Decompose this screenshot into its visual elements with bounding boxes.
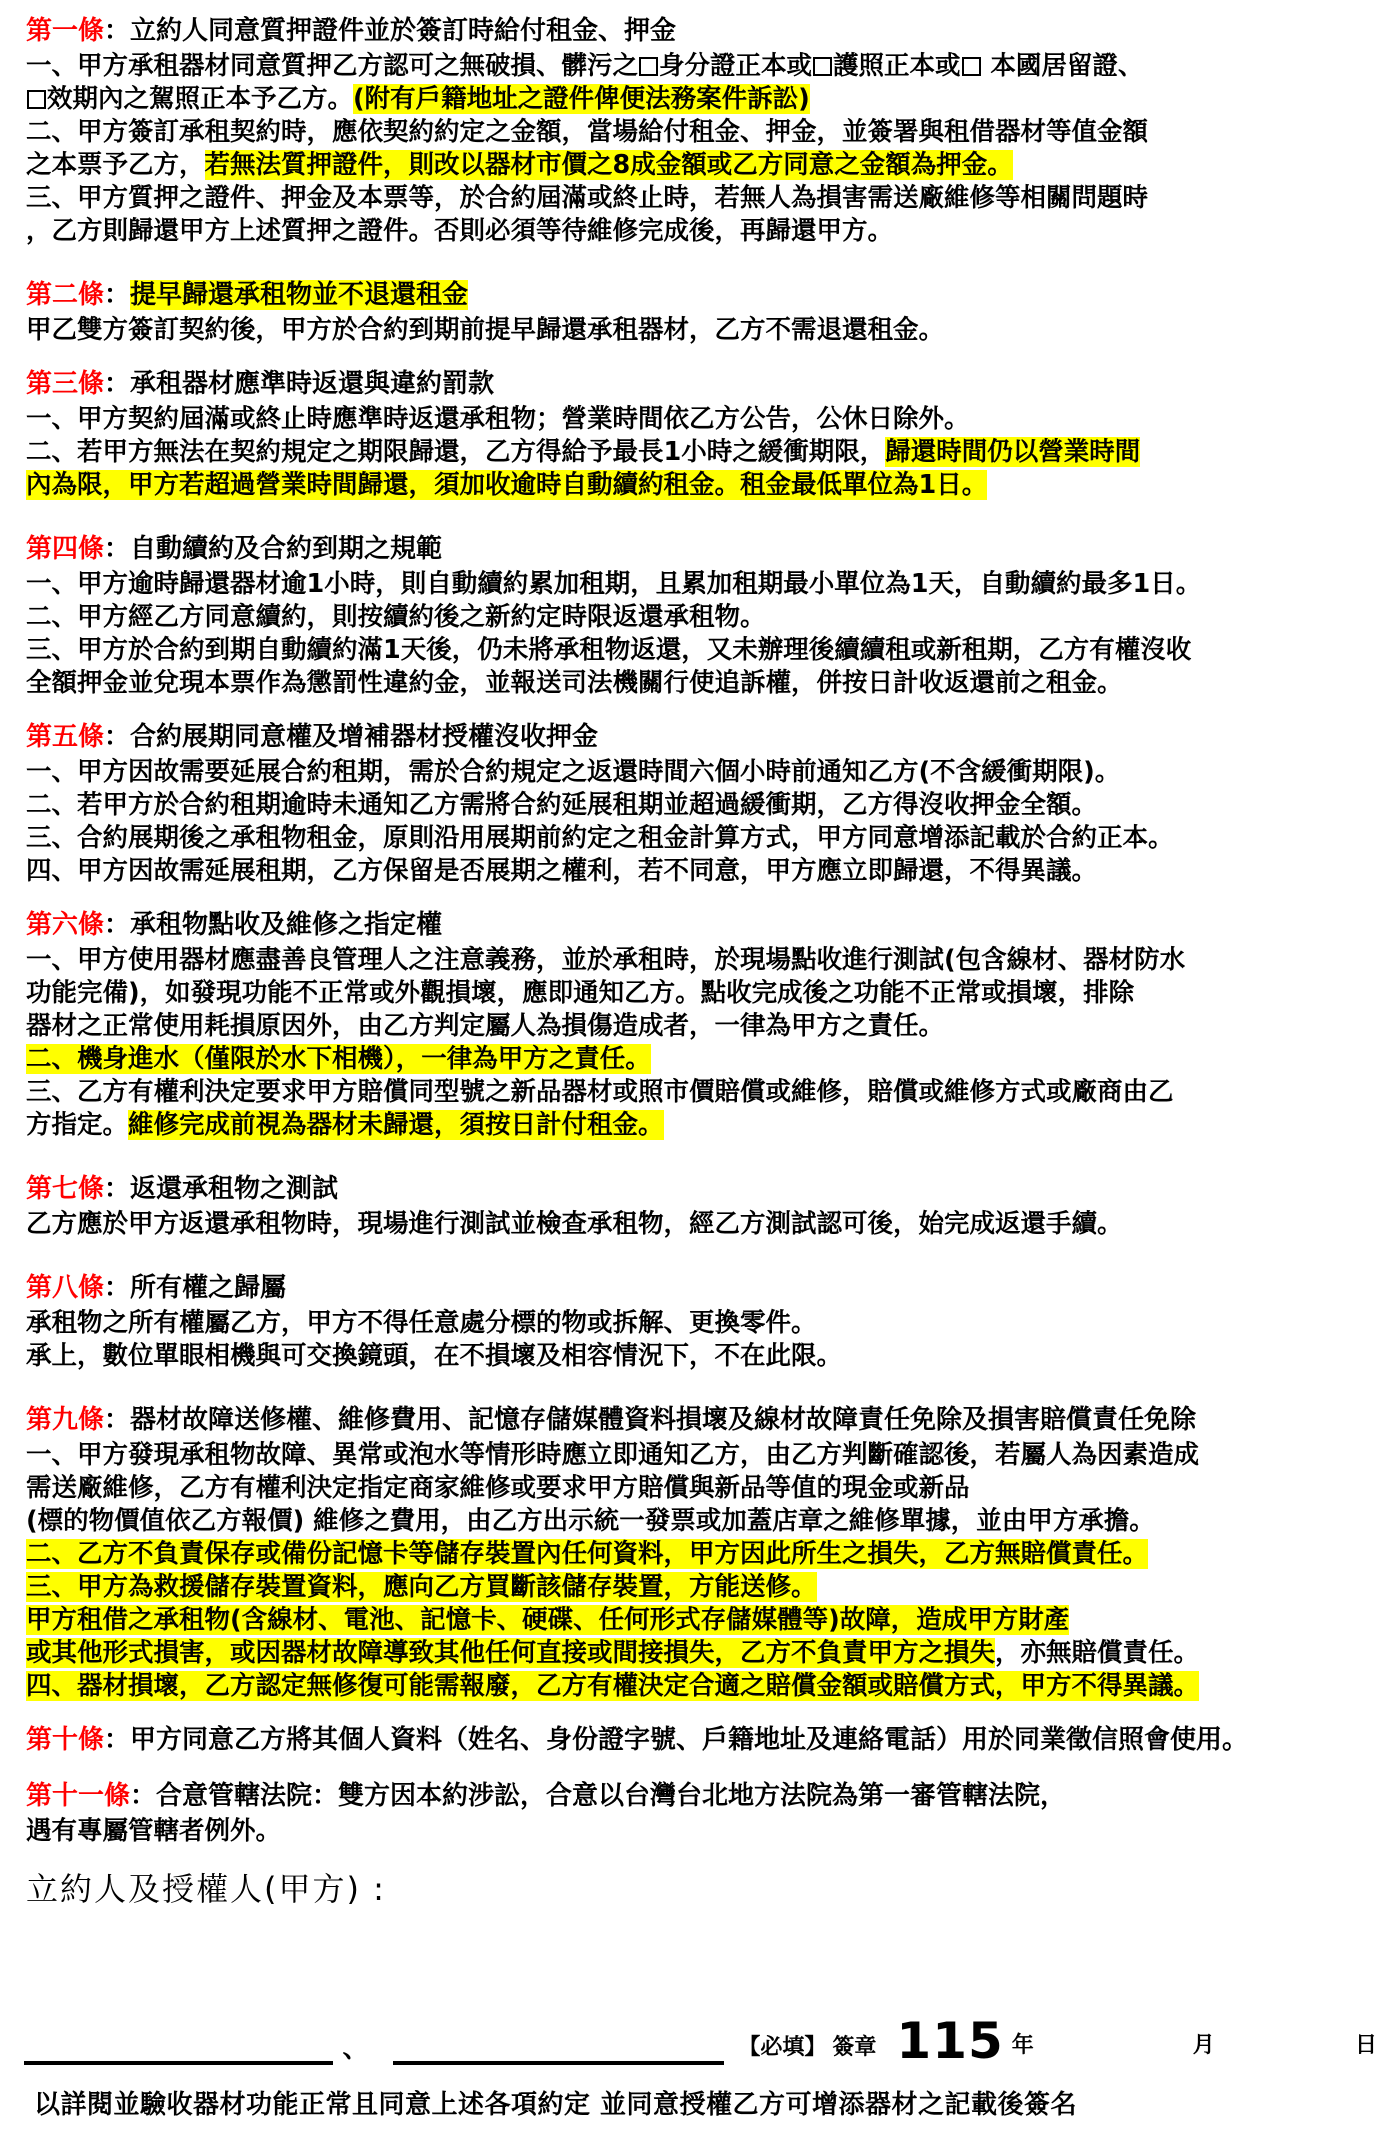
day-unit-label: 日 xyxy=(1354,2033,1377,2058)
clause-4-line-4: 全額押金並兌現本票作為懲罰性違約金，並報送司法機關行使追訴權，併按日計收返還前之租金。 xyxy=(26,668,1123,698)
checkbox-passport[interactable] xyxy=(813,57,832,76)
clause-separator-6: ： xyxy=(104,910,131,940)
clause-1-line-4: 之本票予乙方，若無法質押證件，則改以器材市價之8成金額或乙方同意之金額為押金。 xyxy=(26,150,1013,180)
spacer xyxy=(26,888,1373,898)
signature-separator-mark: 、 xyxy=(342,2034,369,2064)
clause-heading-9 xyxy=(26,1401,1373,1439)
clause-number-6: 第六條 xyxy=(26,910,105,940)
clause-3-line-3 xyxy=(26,469,1373,502)
clause-title-4: 自動續約及合約到期之規範 xyxy=(130,534,443,564)
clause-9-line-6 xyxy=(26,1604,1373,1637)
clause-separator-3: ： xyxy=(104,369,131,399)
clause-8-line-1: 承租物之所有權屬乙方，甲方不得任意處分標的物或拆解、更換零件。 xyxy=(26,1308,817,1338)
clause-2-line-1: 甲乙雙方簽訂契約後，甲方於合約到期前提早歸還承租器材，乙方不需退還租金。 xyxy=(26,315,945,345)
clause-heading-8 xyxy=(26,1269,1373,1307)
clause-9-line-5 xyxy=(26,1571,1373,1604)
spacer xyxy=(26,1703,1373,1713)
clause-separator-1: ： xyxy=(104,16,131,46)
checkbox-driver-license[interactable] xyxy=(27,90,46,109)
spacer xyxy=(26,1373,1373,1393)
clause-number-8: 第八條 xyxy=(26,1273,105,1303)
spacer xyxy=(26,248,1373,268)
clause-3-line-2-highlight: 歸還時間仍以營業時間 xyxy=(885,437,1141,467)
clause-6-line-6: 方指定。維修完成前視為器材未歸還，須按日計付租金。 xyxy=(26,1110,664,1140)
clause-6-line-6-highlight: 維修完成前視為器材未歸還，須按日計付租金。 xyxy=(128,1110,664,1140)
clause-4-line-1: 一、甲方逾時歸還器材逾1小時，則自動續約累加租期，且累加租期最小單位為1天，自動續約最多1日。 xyxy=(26,569,1202,599)
checkbox-residence-permit[interactable] xyxy=(962,57,981,76)
clause-title-1: 立約人同意質押證件並於簽訂時給付租金、押金 xyxy=(130,16,677,46)
clause-3-line-3-highlight: 內為限，甲方若超過營業時間歸還，須加收逾時自動續約租金。租金最低單位為1日。 xyxy=(26,470,988,500)
required-label: 【必填】 xyxy=(738,2035,827,2060)
clause-title-9: 器材故障送修權、維修費用、記憶存儲媒體資料損壞及線材故障責任免除及損害賠償責任免除 xyxy=(130,1405,1197,1435)
clause-5-line-1: 一、甲方因故需要延展合約租期，需於合約規定之返還時間六個小時前通知乙方(不含緩衝期限)。 xyxy=(26,757,1121,787)
clause-heading-11 xyxy=(26,1777,1373,1815)
month-unit-label: 月 xyxy=(1192,2033,1215,2058)
clause-5-line-2: 二、若甲方於合約租期逾時未通知乙方需將合約延展租期並超過緩衝期，乙方得沒收押金全額。 xyxy=(26,790,1098,820)
clause-9-line-1: 一、甲方發現承租物故障、異常或泡水等情形時應立即通知乙方，由乙方判斷確認後，若屬人為因素造成 xyxy=(26,1440,1200,1470)
clause-9-line-4 xyxy=(26,1538,1373,1571)
clause-heading-10 xyxy=(26,1721,1373,1759)
clause-9-line-7: 或其他形式損害，或因器材故障導致其他任何直接或間接損失，乙方不負責甲方之損失，亦無賠償責任。 xyxy=(26,1638,1200,1668)
clause-8-line-2: 承上，數位單眼相機與可交換鏡頭，在不損壞及相容情況下，不在此限。 xyxy=(26,1341,843,1371)
clause-number-9: 第九條 xyxy=(26,1405,105,1435)
signatory-title: 立約人及授權人(甲方) : xyxy=(26,1870,386,1908)
spacer xyxy=(26,502,1373,522)
clause-title-5: 合約展期同意權及增補器材授權沒收押金 xyxy=(130,722,599,752)
clause-number-11: 第十一條 xyxy=(26,1781,131,1811)
clause-number-2: 第二條 xyxy=(26,280,105,310)
clause-number-4: 第四條 xyxy=(26,534,105,564)
clause-1-line-3: 二、甲方簽訂承租契約時，應依契約約定之金額，當場給付租金、押金，並簽署與租借器材等值金額 xyxy=(26,117,1149,147)
spacer xyxy=(26,1759,1373,1769)
clause-heading-4 xyxy=(26,530,1373,568)
clause-6-line-1: 一、甲方使用器材應盡善良管理人之注意義務，並於承租時，於現場點收進行測試(包含線材、器材防水 xyxy=(26,945,1186,975)
clause-heading-7 xyxy=(26,1170,1373,1208)
clause-1-line-2: 效期內之駕照正本予乙方。(附有戶籍地址之證件俾便法務案件訴訟) xyxy=(26,83,1373,116)
clause-heading-1 xyxy=(26,12,1373,50)
clause-10-line-1: 甲方同意乙方將其個人資料（姓名、身份證字號、戶籍地址及連絡電話）用於同業徵信照會使用。 xyxy=(130,1725,1249,1755)
clause-9-line-2: 需送廠維修，乙方有權利決定指定商家維修或要求甲方賠償與新品等值的現金或新品 xyxy=(26,1473,970,1503)
clause-title-8: 所有權之歸屬 xyxy=(130,1273,287,1303)
spacer xyxy=(26,700,1373,710)
clause-9-line-5-highlight: 三、甲方為救援儲存裝置資料，應向乙方買斷該儲存裝置，方能送修。 xyxy=(26,1572,817,1602)
clause-3-line-2: 二、若甲方無法在契約規定之期限歸還，乙方得給予最長1小時之緩衝期限，歸還時間仍以營業時間 xyxy=(26,437,1141,467)
signature-line-seal[interactable] xyxy=(393,2061,725,2065)
seal-label: 簽章 xyxy=(832,2035,877,2060)
clause-6-line-4-highlight: 二、機身進水（僅限於水下相機），一律為甲方之責任。 xyxy=(26,1044,651,1074)
clause-heading-5 xyxy=(26,718,1373,756)
clause-9-line-3: (標的物價值依乙方報價) 維修之費用，由乙方出示統一發票或加蓋店章之維修單據，並由甲方承擔。 xyxy=(26,1506,1155,1536)
clause-number-7: 第七條 xyxy=(26,1174,105,1204)
clause-11-line-1: 遇有專屬管轄者例外。 xyxy=(26,1816,282,1846)
clause-heading-3 xyxy=(26,365,1373,403)
clause-title-3: 承租器材應準時返還與違約罰款 xyxy=(130,369,495,399)
clause-1-line-1: 一、甲方承租器材同意質押乙方認可之無破損、髒污之 身分證正本或 護照正本或 本國居留證、 xyxy=(26,51,1144,81)
clause-6-line-4 xyxy=(26,1043,1373,1076)
clause-9-line-8-highlight: 四、器材損壞，乙方認定無修復可能需報廢，乙方有權決定合適之賠償金額或賠償方式，甲方不得異議。 xyxy=(26,1671,1200,1701)
clause-number-10: 第十條 xyxy=(26,1725,105,1755)
clause-separator-2: ： xyxy=(104,280,131,310)
clause-9-line-8 xyxy=(26,1670,1373,1703)
clause-7-line-1: 乙方應於甲方返還承租物時，現場進行測試並檢查承租物，經乙方測試認可後，始完成返還手續。 xyxy=(26,1209,1123,1239)
clause-9-line-7-highlight: 或其他形式損害，或因器材故障導致其他任何直接或間接損失，乙方不負責甲方之損失 xyxy=(26,1638,996,1668)
clause-1-line-6: ，乙方則歸還甲方上述質押之證件。否則必須等待維修完成後，再歸還甲方。 xyxy=(26,216,894,246)
signature-footer-note: 以詳閱並驗收器材功能正常且同意上述各項約定 並同意授權乙方可增添器材之記載後簽名 xyxy=(34,2090,1078,2120)
clause-title-11: 合意管轄法院：雙方因本約涉訟，合意以台灣台北地方法院為第一審管轄法院， xyxy=(156,1781,1067,1811)
clause-separator-11: ： xyxy=(130,1781,157,1811)
clause-4-line-2: 二、甲方經乙方同意續約，則按續約後之新約定時限返還承租物。 xyxy=(26,602,766,632)
clause-5-line-3: 三、合約展期後之承租物租金，原則沿用展期前約定之租金計算方式，甲方同意增添記載於合約正本。 xyxy=(26,823,1174,853)
clause-number-5: 第五條 xyxy=(26,722,105,752)
clause-1-line-5: 三、甲方質押之證件、押金及本票等，於合約屆滿或終止時，若無人為損害需送廠維修等相關問題時 xyxy=(26,183,1149,213)
clause-heading-6 xyxy=(26,906,1373,944)
clause-6-line-5: 三、乙方有權利決定要求甲方賠償同型號之新品器材或照市價賠償或維修，賠償或維修方式或廠商由乙 xyxy=(26,1077,1174,1107)
clause-number-1: 第一條 xyxy=(26,16,105,46)
clause-1-line-4-highlight: 若無法質押證件，則改以器材市價之8成金額或乙方同意之金額為押金。 xyxy=(204,150,1013,180)
clause-separator-9: ： xyxy=(104,1405,131,1435)
clause-separator-10: ： xyxy=(104,1725,131,1755)
checkbox-id-card[interactable] xyxy=(639,57,658,76)
year-unit-label: 年 xyxy=(1011,2033,1034,2058)
clause-separator-5: ： xyxy=(104,722,131,752)
clause-heading-2 xyxy=(26,276,1373,314)
spacer xyxy=(26,1142,1373,1162)
clause-6-line-2: 功能完備)，如發現功能不正常或外觀損壞，應即通知乙方。點收完成後之功能不正常或損壞，排除 xyxy=(26,978,1135,1008)
clause-3-line-1: 一、甲方契約屆滿或終止時應準時返還承租物；營業時間依乙方公告，公休日除外。 xyxy=(26,404,970,434)
spacer xyxy=(26,347,1373,357)
clause-title-7: 返還承租物之測試 xyxy=(130,1174,339,1204)
clause-title-6: 承租物點收及維修之指定權 xyxy=(130,910,443,940)
clause-separator-7: ： xyxy=(104,1174,131,1204)
signature-line-name[interactable] xyxy=(24,2061,333,2065)
signature-row xyxy=(10,2012,1377,2070)
clause-9-line-6-highlight: 甲方租借之承租物(含線材、電池、記憶卡、硬碟、任何形式存儲媒體等)故障，造成甲方財產 xyxy=(26,1605,1070,1635)
clause-number-3: 第三條 xyxy=(26,369,105,399)
spacer xyxy=(26,1241,1373,1261)
year-value[interactable]: 115 xyxy=(896,2012,1004,2070)
clause-1-line-2-highlight: (附有戶籍地址之證件俾便法務案件訴訟) xyxy=(353,84,810,114)
clause-9-line-4-highlight: 二、乙方不負責保存或備份記憶卡等儲存裝置內任何資料，甲方因此所生之損失，乙方無賠償責任。 xyxy=(26,1539,1149,1569)
clause-6-line-3: 器材之正常使用耗損原因外，由乙方判定屬人為損傷造成者，一律為甲方之責任。 xyxy=(26,1011,945,1041)
clause-title-2: 提早歸還承租物並不退還租金 xyxy=(130,280,469,310)
clause-5-line-4: 四、甲方因故需延展租期，乙方保留是否展期之權利，若不同意，甲方應立即歸還，不得異議。 xyxy=(26,856,1098,886)
clause-4-line-3: 三、甲方於合約到期自動續約滿1天後，仍未將承租物返還，又未辦理後續續租或新租期，乙方有權沒收 xyxy=(26,635,1192,665)
clause-separator-8: ： xyxy=(104,1273,131,1303)
clause-separator-4: ： xyxy=(104,534,131,564)
